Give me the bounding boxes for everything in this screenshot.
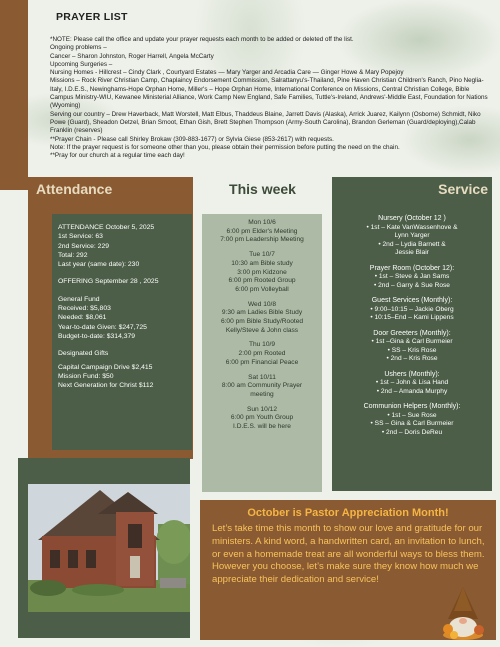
service-line: Jessie Blair — [395, 249, 429, 256]
service-group-title: Door Greeters (Monthly): — [373, 329, 451, 337]
needed-amount: Needed: $8,061 — [58, 314, 107, 322]
service-line: • 1st – Steve & Jan Sams — [374, 273, 450, 280]
general-fund-label: General Fund — [58, 295, 100, 303]
week-event: 2:00 pm Rooted — [238, 350, 286, 358]
service-group-title: Communion Helpers (Monthly): — [363, 403, 461, 410]
service-line: • 2nd – Lydia Barnett & — [378, 240, 446, 248]
week-event: 8:00 am Community Prayer — [221, 382, 303, 390]
attendance-date: ATTENDANCE October 5, 2025 — [58, 224, 155, 231]
pastor-appreciation-body: Let’s take time this month to show our love and gratitude for our ministers. A kind word, a handwritten card, an invitation to lunch, or even a homemade treat are all wonderful ways to bless them. However you choose, let’s make sure they know how much we appreciate their dedication and service! — [212, 523, 485, 586]
note-line: *NOTE: Please call the office and update your prayer requests each month to be added or deleted off the list. — [50, 36, 354, 43]
week-event: 6:00 pm Volleyball — [235, 285, 289, 293]
service-group-title: Ushers (Monthly): — [384, 370, 440, 378]
service-group-title: Guest Services (Monthly): — [371, 297, 453, 304]
service-line: • 1st – John & Lisa Hand — [375, 379, 449, 386]
week-event: I.D.E.S. will be here — [233, 423, 291, 431]
note-line: **Pray for our church at a regular time each day! — [50, 152, 185, 160]
attendance-panel — [52, 214, 192, 450]
note-line: Note: If the prayer request is for someone other than you, please obtain their permission before putting the need on the chain. — [50, 143, 400, 151]
week-event: 6:00 pm Financial Peace — [225, 358, 299, 366]
mission-fund-amount: Mission Fund: $50 — [58, 372, 114, 380]
brown-accent-strip — [0, 0, 28, 190]
service-line: • 10:15–End – Kami Lippens — [370, 314, 454, 321]
ytd-given-amount: Year-to-date Given: $247,725 — [58, 323, 147, 331]
service-line: • 2nd – Kris Rose — [386, 355, 438, 362]
week-event: meeting — [250, 390, 274, 398]
budget-to-date-amount: Budget-to-date: $314,379 — [58, 332, 136, 340]
service-line: Lynn Yarger — [394, 232, 430, 239]
service-line: • 1st – Kate VanWassenhove & — [366, 223, 458, 231]
note-line: Upcoming Surgeries – — [50, 60, 113, 68]
week-event: 9:30 am Ladies Bible Study — [221, 309, 303, 317]
pastor-appreciation-title: October is Pastor Appreciation Month! — [247, 507, 449, 519]
service-line: • 1st –Gina & Carl Burmeier — [371, 338, 453, 345]
this-week-panel — [202, 214, 322, 492]
week-event: 6:00 pm Rooted Group — [228, 277, 296, 285]
service-line: • 2nd – Amanda Murphy — [376, 387, 448, 395]
prayer-notes — [50, 36, 490, 160]
service-line: • 2nd – Garry & Sue Rose — [374, 281, 450, 289]
note-line: **Prayer Chain - Please call Shirley Brokaw (309-883-1677) or Sylvia Giese (853-2617) with requests. — [50, 135, 334, 143]
note-line: Cancer – Sharon Johnston, Roger Harrell, Angela McCarty — [50, 52, 214, 60]
service-line: • 9:00–10:15 – Jackie Oberg — [370, 305, 454, 313]
note-line: Nursing Homes - Hillcrest – Cindy Clark , Courtyard Estates — Mary Yarger and Arcadia Care — Ginger Howe & Mary Popejoy — [50, 69, 404, 77]
attendance-heading: Attendance — [28, 177, 193, 201]
capital-campaign-amount: Capital Campaign Drive $2,415 — [58, 363, 153, 371]
offering-date: OFFERING September 28 , 2025 — [58, 278, 159, 286]
next-generation-amount: Next Generation for Christ $112 — [58, 382, 154, 390]
church-photo — [28, 484, 190, 612]
week-event: Kelly/Steve & John class — [225, 326, 299, 334]
week-day-label: Wed 10/8 — [247, 300, 277, 308]
week-event: 3:00 pm Kidzone — [237, 268, 287, 276]
church-illustration — [28, 484, 190, 612]
note-line: Missions – Rock River Christian Camp, Chaplaincy Endorsement Commission, Salrattanyu's-Thailand, Pine Haven Christian Children's Ranch, Pino Neglia-Italy, I.D.E.S., Newinghams-Hope Orphan Home, Miller's – Hope Orphan Home, International Conference on Missions, Central Christian College, Bible Campus Ministry-WIU, Kewanee Ministerial Alliance, Work Camp New England, Safe Families, Tuttle's-Ireland, Andrews'-Middle East, Foundation for Nations (Wyoming) — [50, 77, 488, 110]
week-day-label: Thu 10/9 — [248, 341, 276, 349]
total-count: Total: 292 — [58, 251, 88, 259]
week-day-label: Mon 10/6 — [248, 219, 276, 226]
note-line: Ongoing problems – — [50, 44, 107, 52]
received-amount: Received: $5,803 — [58, 305, 111, 313]
service-heading: Service — [332, 177, 492, 201]
service-line: • 1st – Sue Rose — [387, 411, 437, 419]
note-line: Serving our country – Drew Haverback, Matt Worstell, Matt Elbus, Thaddeus Blaine, Jarrett Davis (Alaska), Arrick Juarez, Kailynn (Osborne) Schmidt, Niko Powe (Guard), Sheadon Oetzel, Brian Smoot, Ethan Gish, Brett Stephen Thompson (Army-South Carolina), Brandon Gerleman (Guard/deploying),Calab Franklin (reserves) — [50, 110, 481, 135]
service-line: • 2nd – Doris DeReu — [381, 428, 443, 436]
page-title: PRAYER LIST — [56, 11, 128, 23]
service-group-title: Prayer Room (October 12): — [369, 264, 455, 272]
this-week-heading: This week — [229, 181, 296, 197]
service-line: • SS – Gina & Carl Burmeier — [370, 420, 454, 427]
week-event: 6:00 pm Elder's Meeting — [226, 227, 298, 235]
autumn-gnome-icon — [440, 585, 486, 641]
week-event: 10:30 am Bible study — [231, 259, 293, 267]
week-event: 6:00 pm Bible Study/Rooted — [220, 318, 304, 326]
week-day-label: Tue 10/7 — [249, 251, 275, 259]
designated-gifts-label: Designated Gifts — [58, 350, 109, 358]
service-panel — [332, 201, 492, 491]
week-event: 7:00 pm Leadership Meeting — [220, 236, 304, 244]
week-event: 6:00 pm Youth Group — [230, 414, 294, 422]
week-day-label: Sat 10/11 — [248, 373, 276, 381]
week-day-label: Sun 10/12 — [246, 405, 278, 413]
second-service-count: 2nd Service: 229 — [58, 242, 110, 250]
last-year-count: Last year (same date): 230 — [58, 261, 140, 269]
service-group-title: Nursery (October 12 ) — [378, 215, 446, 222]
service-line: • SS – Kris Rose — [387, 346, 437, 354]
first-service-count: 1st Service: 63 — [58, 233, 103, 241]
